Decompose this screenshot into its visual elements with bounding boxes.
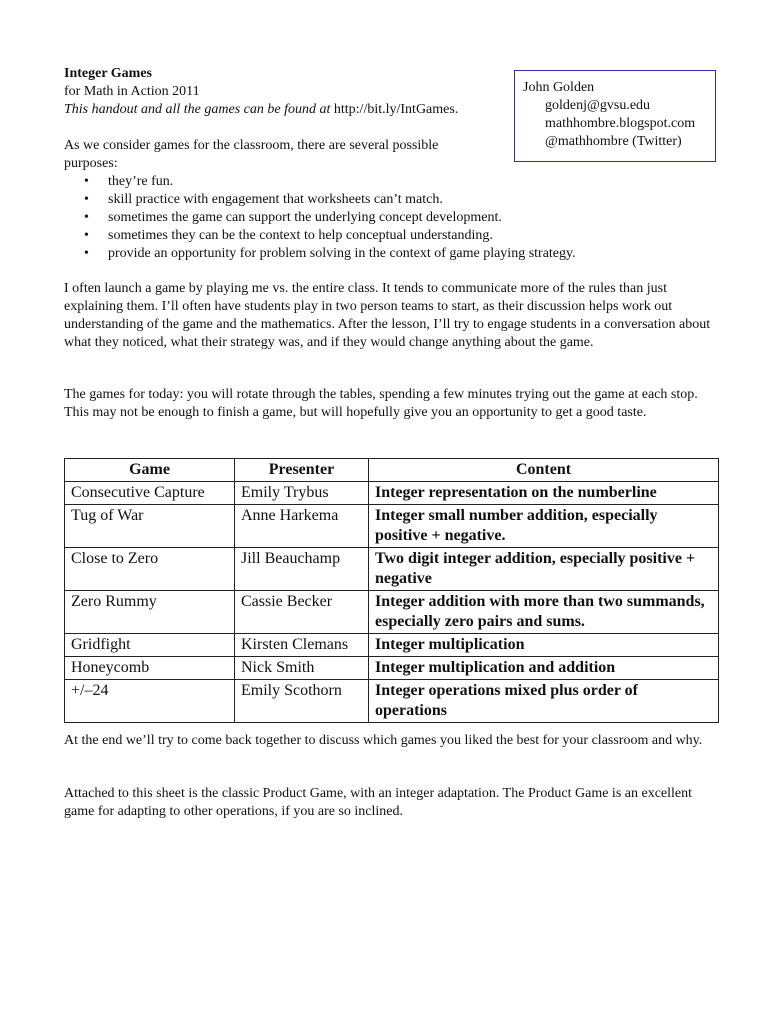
presenter-cell: Anne Harkema (235, 505, 369, 548)
bullet-icon: • (84, 210, 89, 225)
presenter-cell: Emily Scothorn (235, 680, 369, 723)
game-cell: Tug of War (65, 505, 235, 548)
bullet-icon: • (84, 192, 89, 207)
game-cell: Consecutive Capture (65, 482, 235, 505)
table-row (65, 657, 719, 680)
bullet-icon: • (84, 228, 89, 243)
list-item: • sometimes they can be the context to help conceptual understanding. (84, 228, 493, 243)
handout-note-line (64, 101, 504, 119)
list-item: • provide an opportunity for problem solving in the context of game playing strategy. (84, 246, 576, 261)
presenter-cell: Cassie Becker (235, 591, 369, 634)
table-row (65, 482, 719, 505)
launch-paragraph: I often launch a game by playing me vs. the entire class. It tends to communicate more of the rules than just explaining them. I’ll often have students play in two person teams to start, as their discussion helps work out understanding of the game and the mathematics. After the lesson, I’ll try to engage students in a conversation about what they noticed, what their strategy was, and if they would change anything about the game. (64, 281, 711, 350)
intro-paragraph: As we consider games for the classroom, there are several possible purposes: (64, 138, 439, 171)
game-cell: +/–24 (65, 680, 235, 723)
column-header-content: Content (369, 459, 719, 482)
contact-email: goldenj@gvsu.edu (545, 98, 651, 113)
game-cell: Zero Rummy (65, 591, 235, 634)
contact-name: John Golden (523, 80, 595, 95)
contact-box (514, 70, 716, 162)
attached-paragraph: Attached to this sheet is the classic Product Game, with an integer adaptation. The Product Game is an excellent game for adapting to other operations, if you are so inclined. (64, 786, 693, 819)
game-cell: Honeycomb (65, 657, 235, 680)
content-cell: Integer operations mixed plus order of operations (369, 680, 719, 723)
list-item: • skill practice with engagement that worksheets can’t match. (84, 192, 443, 207)
list-item: • sometimes the game can support the underlying concept development. (84, 210, 502, 225)
bullet-icon: • (84, 174, 89, 189)
document-title: Integer Games (64, 66, 152, 81)
table-row (65, 505, 719, 548)
closing-paragraph: At the end we’ll try to come back together to discuss which games you liked the best for your classroom and why. (64, 733, 703, 748)
column-header-presenter: Presenter (235, 459, 369, 482)
content-cell: Two digit integer addition, especially positive + negative (369, 548, 719, 591)
contact-blog: mathhombre.blogspot.com (545, 116, 696, 131)
game-cell: Close to Zero (65, 548, 235, 591)
table-row (65, 591, 719, 634)
game-cell: Gridfight (65, 634, 235, 657)
contact-twitter: @mathhombre (Twitter) (545, 134, 682, 149)
content-cell: Integer representation on the numberline (369, 482, 719, 505)
document-header (64, 65, 504, 119)
purposes-list (64, 173, 576, 263)
table-header-row (65, 459, 719, 482)
content-cell: Integer addition with more than two summands, especially zero pairs and sums. (369, 591, 719, 634)
games-table (64, 458, 719, 723)
handout-url: http://bit.ly/IntGames. (333, 102, 459, 117)
presenter-cell: Nick Smith (235, 657, 369, 680)
column-header-game: Game (65, 459, 235, 482)
presenter-cell: Emily Trybus (235, 482, 369, 505)
today-paragraph: The games for today: you will rotate through the tables, spending a few minutes trying out the game at each stop. This may not be enough to finish a game, but will hopefully give you an opportunity to get a good taste. (64, 387, 698, 420)
event-line: for Math in Action 2011 (64, 84, 200, 99)
presenter-cell: Jill Beauchamp (235, 548, 369, 591)
content-cell: Integer multiplication (369, 634, 719, 657)
table-row (65, 634, 719, 657)
content-cell: Integer small number addition, especially positive + negative. (369, 505, 719, 548)
table-row (65, 680, 719, 723)
bullet-icon: • (84, 246, 89, 261)
presenter-cell: Kirsten Clemans (235, 634, 369, 657)
handout-note: This handout and all the games can be found at (64, 102, 331, 117)
content-cell: Integer multiplication and addition (369, 657, 719, 680)
table-row (65, 548, 719, 591)
list-item: • they’re fun. (84, 174, 174, 189)
